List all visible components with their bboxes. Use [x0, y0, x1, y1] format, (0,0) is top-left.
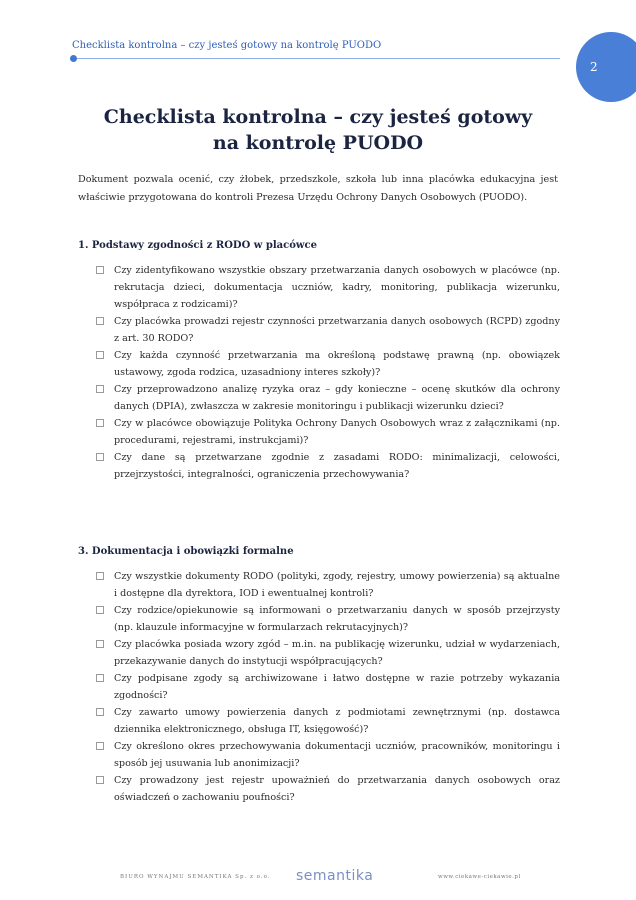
checkbox[interactable]	[96, 742, 104, 750]
title-line-2: na kontrolę PUODO	[212, 132, 424, 154]
header-rule	[72, 58, 560, 59]
checkbox[interactable]	[96, 317, 104, 325]
page-number-tab	[576, 32, 636, 102]
checkbox[interactable]	[96, 640, 104, 648]
footer-logo: semantika	[296, 868, 374, 884]
checklist-podstawy	[96, 262, 560, 483]
checklist-item-text: Czy prowadzony jest rejestr upoważnień do przetwarzania danych osobowych oraz oświadczeń o zachowaniu poufności?	[114, 775, 560, 803]
checklist-item-text: Czy każda czynność przetwarzania ma określoną podstawę prawną (np. obowiązek ustawowy, zgoda rodzica, uzasadniony interes szkoły)?	[114, 350, 560, 378]
section-heading-podstawy: 1. Podstawy zgodności z RODO w placówce	[78, 240, 317, 251]
checklist-item-text: Czy rodzice/opiekunowie są informowani o przetwarzaniu danych w sposób przejrzysty (np. klauzule informacyjne w formularzach rekrutacyjnych)?	[114, 605, 560, 633]
page-title	[60, 104, 576, 156]
checkbox[interactable]	[96, 606, 104, 614]
checklist-item	[96, 636, 560, 670]
checklist-item-text: Czy określono okres przechowywania dokumentacji uczniów, pracowników, monitoringu i sposób jej usuwania lub anonimizacji?	[114, 741, 560, 769]
running-header: Checklista kontrolna – czy jesteś gotowy na kontrolę PUODO	[72, 40, 382, 51]
checklist-item	[96, 568, 560, 602]
intro-paragraph: Dokument pozwala ocenić, czy żłobek, przedszkole, szkoła lub inna placówka edukacyjna jest właściwie przygotowana do kontroli Prezesa Urzędu Ochrony Danych Osobowych (PUODO).	[78, 174, 558, 203]
checkbox[interactable]	[96, 572, 104, 580]
checklist-item-text: Czy zawarto umowy powierzenia danych z podmiotami zewnętrznymi (np. dostawca dziennika elektronicznego, obsługa IT, księgowość)?	[114, 707, 560, 735]
checklist-item	[96, 449, 560, 483]
header-bullet-dot	[70, 55, 77, 62]
checklist-item	[96, 772, 560, 806]
checklist-item	[96, 347, 560, 381]
checklist-item	[96, 381, 560, 415]
title-line-1: Checklista kontrolna – czy jesteś gotowy	[103, 106, 533, 128]
checkbox[interactable]	[96, 351, 104, 359]
checklist-item-text: Czy przeprowadzono analizę ryzyka oraz – gdy konieczne – ocenę skutków dla ochrony danych (DPIA), zwłaszcza w zakresie monitoringu i publikacji wizerunku dzieci?	[114, 384, 560, 412]
checklist-item	[96, 602, 560, 636]
checkbox[interactable]	[96, 708, 104, 716]
footer-website: www.ciekawe-ciekawie.pl	[438, 874, 521, 880]
checklist-item-text: Czy dane są przetwarzane zgodnie z zasadami RODO: minimalizacji, celowości, przejrzystości, integralności, ograniczenia przechowywania?	[114, 452, 560, 480]
checklist-item	[96, 313, 560, 347]
checklist-item-text: Czy placówka posiada wzory zgód – m.in. na publikację wizerunku, udział w wydarzeniach, przekazywanie danych do instytucji współpracujących?	[114, 639, 560, 667]
checklist-item	[96, 262, 560, 313]
checkbox[interactable]	[96, 674, 104, 682]
checklist-item-text: Czy podpisane zgody są archiwizowane i łatwo dostępne w razie potrzeby wykazania zgodności?	[114, 673, 560, 701]
checklist-item-text: Czy wszystkie dokumenty RODO (polityki, zgody, rejestry, umowy powierzenia) są aktualne i dostępne dla dyrektora, IOD i ewentualnej kontroli?	[114, 571, 560, 599]
checkbox[interactable]	[96, 419, 104, 427]
checklist-item	[96, 704, 560, 738]
checklist-item	[96, 738, 560, 772]
checklist-item	[96, 670, 560, 704]
section-heading-dokumentacja: 3. Dokumentacja i obowiązki formalne	[78, 546, 294, 557]
checkbox[interactable]	[96, 453, 104, 461]
footer-company: BIURO WYNAJMU SEMANTIKA Sp. z o.o.	[120, 874, 271, 880]
checklist-item-text: Czy placówka prowadzi rejestr czynności przetwarzania danych osobowych (RCPD) zgodny z art. 30 RODO?	[114, 316, 560, 344]
checklist-item	[96, 415, 560, 449]
checkbox[interactable]	[96, 776, 104, 784]
checklist-dokumentacja	[96, 568, 560, 806]
checkbox[interactable]	[96, 266, 104, 274]
checklist-item-text: Czy zidentyfikowano wszystkie obszary przetwarzania danych osobowych w placówce (np. rekrutacja dzieci, dokumentacja uczniów, kadry, monitoring, publikacja wizerunku, współpraca z rodzicami)?	[114, 265, 560, 310]
checkbox[interactable]	[96, 385, 104, 393]
checklist-item-text: Czy w placówce obowiązuje Polityka Ochrony Danych Osobowych wraz z załącznikami (np. procedurami, rejestrami, instrukcjami)?	[114, 418, 560, 446]
page-number: 2	[590, 60, 598, 74]
